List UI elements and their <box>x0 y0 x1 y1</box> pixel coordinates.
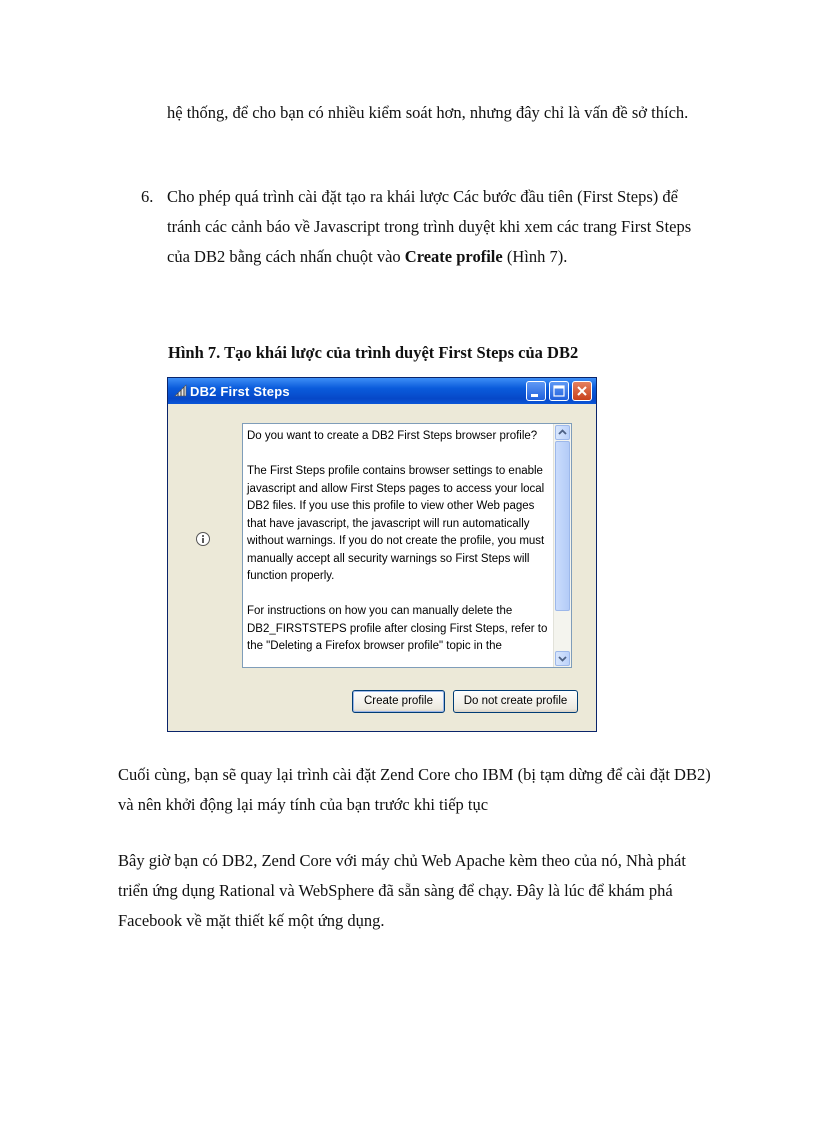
list-text-after: (Hình 7). <box>502 247 568 266</box>
info-icon <box>195 531 211 547</box>
paragraph-final-steps: Cuối cùng, bạn sẽ quay lại trình cài đặt Zend Core cho IBM (bị tạm dừng để cài đặt DB2) và nên khởi động lại máy tính của bạn trước khi tiếp tục <box>118 765 711 814</box>
chevron-up-icon <box>556 426 569 439</box>
paragraph-continuation: hệ thống, để cho bạn có nhiều kiểm soát hơn, nhưng đây chỉ là vấn đề sở thích. <box>167 103 689 122</box>
do-not-create-profile-button[interactable]: Do not create profile <box>453 690 578 713</box>
message-paragraph-profile: The First Steps profile contains browser settings to enable javascript and allow First Steps pages to access your local DB2 files. If you use this profile to view other Web pages that have javascript, the javascript will run automatically without warnings. If you do not create the profile, you must manually accept all security warnings so First Steps will function properly. <box>247 465 545 582</box>
db2-first-steps-dialog <box>167 377 597 732</box>
message-text <box>247 428 555 656</box>
figure-caption: Hình 7. Tạo khái lược của trình duyệt First Steps của DB2 <box>168 343 579 362</box>
close-icon <box>573 382 591 400</box>
maximize-icon <box>550 382 568 400</box>
create-profile-button[interactable]: Create profile <box>352 690 445 713</box>
vertical-scrollbar[interactable] <box>553 424 571 667</box>
message-textbox[interactable] <box>242 423 572 668</box>
message-paragraph-instructions: For instructions on how you can manually delete the DB2_FIRSTSTEPS profile after closing First Steps, refer to the "Deleting a Firefox browser profile" topic in the <box>247 605 548 652</box>
list-item-text <box>167 182 707 272</box>
paragraph-ready: Bây giờ bạn có DB2, Zend Core với máy chủ Web Apache kèm theo của nó, Nhà phát triển ứng dụng Rational và WebSphere đã sẵn sàng để chạy. Đây là lúc để khám phá Facebook về mặt thiết kế một ứng dụng. <box>118 851 686 930</box>
dialog-title: DB2 First Steps <box>190 384 290 399</box>
dialog-titlebar[interactable] <box>168 378 596 404</box>
db2-app-icon <box>174 384 188 397</box>
close-button[interactable] <box>572 381 592 401</box>
maximize-button[interactable] <box>549 381 569 401</box>
scroll-down-button[interactable] <box>555 651 570 666</box>
scroll-up-button[interactable] <box>555 425 570 440</box>
message-question: Do you want to create a DB2 First Steps browser profile? <box>247 430 538 442</box>
minimize-icon <box>527 382 545 400</box>
minimize-button[interactable] <box>526 381 546 401</box>
list-number: 6. <box>141 187 154 206</box>
scroll-thumb[interactable] <box>555 441 570 611</box>
chevron-down-icon <box>556 652 569 665</box>
list-text-before: Cho phép quá trình cài đặt tạo ra khái lược Các bước đầu tiên (First Steps) để tránh các cảnh báo về Javascript trong trình duyệt khi xem các trang First Steps của DB2 bằng cách nhấn chuột vào <box>167 187 692 266</box>
create-profile-emphasis: Create profile <box>404 247 503 266</box>
